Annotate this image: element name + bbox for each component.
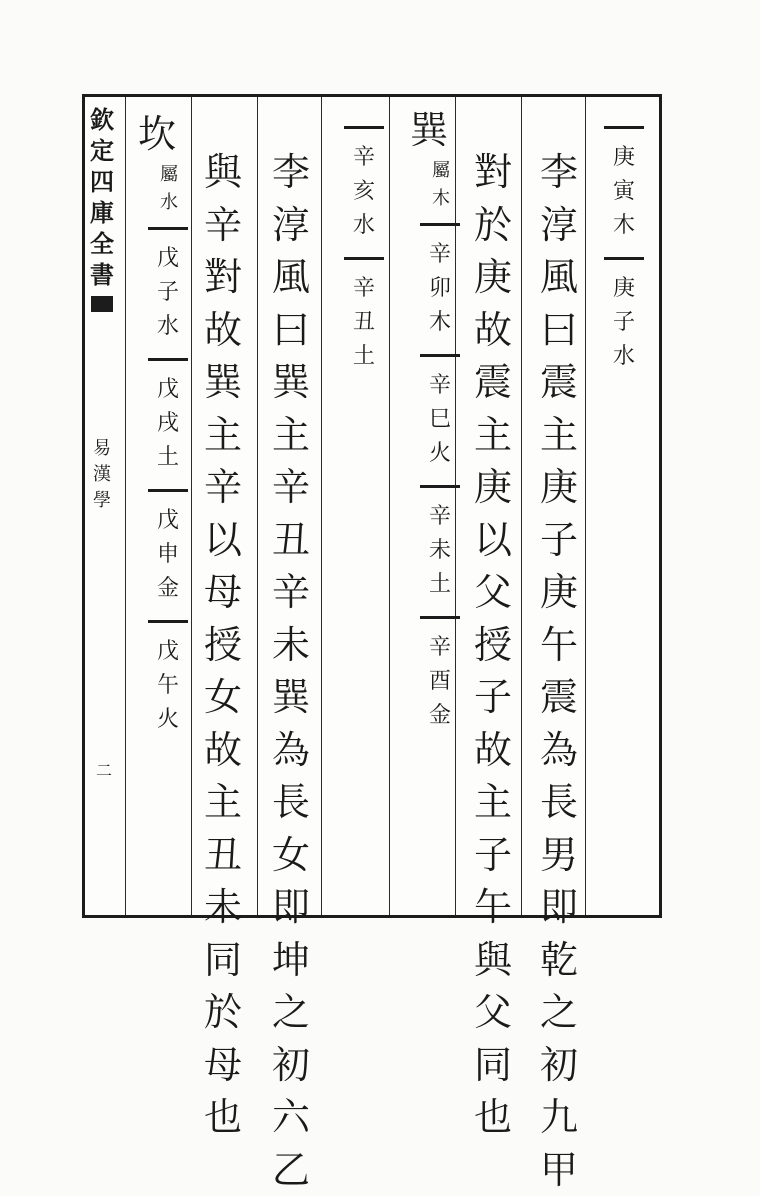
entry-text [353,272,375,374]
column-rule [257,97,258,915]
entries-list [344,112,384,374]
branch-entry [420,602,460,733]
entry-name: 戊 戌 [157,376,180,436]
column-rule [521,97,522,915]
entry-name: 辛 丑 [353,276,376,335]
section-title-text: 易 漢 學 [93,438,111,511]
entry-name: 辛 酉 [429,634,452,694]
entry-element: 水 [353,213,376,238]
entry-element: 金 [429,702,452,728]
entry-dash [420,354,460,357]
branch-entry [344,243,384,374]
entry-dash [148,227,188,230]
folio-number: 二 [96,761,113,780]
entry-element: 金 [157,575,180,601]
trigram-heading: 坎 [138,112,177,156]
commentary-text: 李 淳 風 曰 震 主 庚 子 庚 午 震 為 長 男 即 乾 之 初 九 甲 [540,150,579,1192]
entry-element: 木 [429,309,452,335]
entry-text [157,635,179,737]
trigram-attribute: 屬 木 [432,159,450,209]
entry-text [157,373,179,475]
entry-name: 戊 午 [157,638,180,698]
text-column [198,146,248,1144]
trigram-column-xun [396,104,462,733]
column-rule [321,97,322,915]
entry-text [429,500,451,602]
entry-element: 土 [353,344,376,369]
text-column [266,146,316,1196]
entry-name: 戊 申 [157,507,180,567]
entry-dash [344,126,384,129]
branch-entry [604,243,644,374]
entry-name: 辛 未 [429,503,452,563]
entry-name: 辛 卯 [429,241,452,301]
entry-element: 火 [429,440,452,466]
entry-text [429,238,451,340]
entry-dash [148,358,188,361]
branch-entry [420,340,460,471]
commentary-text: 與 辛 對 故 巽 主 辛 以 母 授 女 故 主 丑 未 同 於 母 也 [204,150,243,1139]
entry-text [157,242,179,344]
entry-dash [420,485,460,488]
entry-name: 辛 巳 [429,372,452,432]
entry-text [429,631,451,733]
entries-list [604,112,644,374]
text-column [468,146,518,1144]
text-column [534,146,584,1196]
entries-list [420,209,460,733]
entry-text [157,504,179,606]
book-title [90,104,114,290]
entry-text [353,141,375,243]
entry-element: 土 [429,571,452,597]
entry-dash [148,489,188,492]
entry-text [613,141,635,243]
entries-list [148,213,188,737]
branch-entry [148,344,188,475]
entry-text [613,272,635,374]
entry-element: 火 [157,706,180,732]
entry-dash [420,616,460,619]
entries-column [598,112,650,374]
entry-dash [420,223,460,226]
branch-entry [148,213,188,344]
entry-name: 庚 子 [613,276,636,335]
trigram-heading: 巽 [410,108,449,152]
commentary-text: 對 於 庚 故 震 主 庚 以 父 授 子 故 主 子 午 與 父 同 也 [474,150,513,1139]
entry-dash [604,257,644,260]
entry-element: 水 [613,344,636,369]
entry-element: 木 [613,213,636,238]
entry-name: 戊 子 [157,245,180,305]
section-title [93,436,111,514]
branch-entry [420,209,460,340]
entry-text [429,369,451,471]
entry-dash [344,257,384,260]
entries-column [338,112,390,374]
branch-entry [420,471,460,602]
column-rule [191,97,192,915]
entry-dash [604,126,644,129]
trigram-column-kan [124,108,190,737]
fishtail-mark [91,296,113,312]
commentary-text: 李 淳 風 曰 巽 主 辛 丑 辛 未 巽 為 長 女 即 坤 之 初 六 乙 [272,150,311,1192]
entry-dash [148,620,188,623]
branch-entry [148,475,188,606]
entry-name: 辛 亥 [353,145,376,204]
column-rule [585,97,586,915]
branch-entry [344,112,384,243]
book-title-text: 欽 定 四 庫 全 書 [90,105,114,289]
branch-entry [604,112,644,243]
entry-element: 土 [157,444,180,470]
entry-element: 水 [157,313,180,339]
entry-name: 庚 寅 [613,145,636,204]
margin-title [90,104,114,514]
trigram-attribute: 屬 水 [160,163,178,213]
branch-entry [148,606,188,737]
